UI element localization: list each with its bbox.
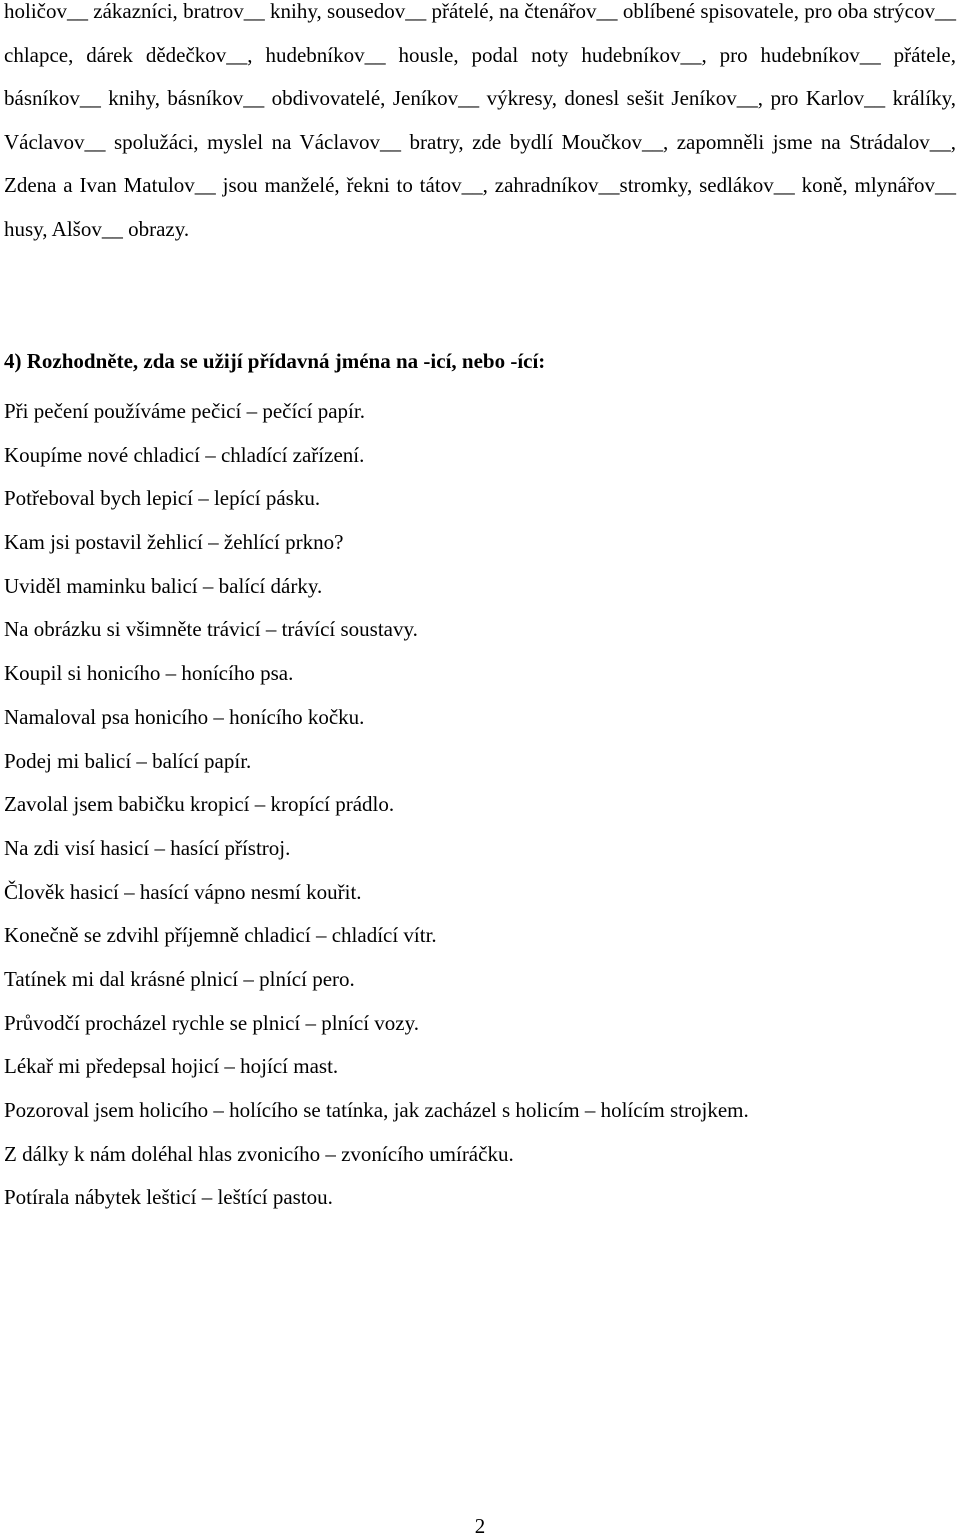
exercise-sentence: Na zdi visí hasicí – hasící přístroj. <box>4 835 291 860</box>
document-page <box>4 0 956 1210</box>
exercise-sentence: Podej mi balicí – balící papír. <box>4 748 252 773</box>
exercise-sentence: Koupil si honicího – honícího psa. <box>4 661 294 686</box>
continuation-paragraph: holičov__ zákazníci, bratrov__ knihy, sousedov__ přátelé, na čtenářov__ oblíbené spisovatele, pro oba strýcov__ chlapce, dárek dědečkov__, hudebníkov__ housle, podal noty hudebníkov__, pro hudebníkov__ přátele, básníkov__ knihy, básníkov__ obdivovatelé, Jeníkov__ výkresy, donesl sešit Jeníkov__, pro Karlov__ králíky, Václavov__ spolužáci, myslel na Václavov__ bratry, zde bydlí Moučkov__, zapomněli jsme na Strádalov__, Zdena a Ivan Matulov__ jsou manželé, řekni to tátov__, zahradníkov__stromky, sedlákov__ koně, mlynářov__ husy, Alšov__ obrazy. <box>4 0 956 241</box>
exercise-sentence: Na obrázku si všimněte trávicí – trávící soustavy. <box>4 617 418 642</box>
exercise-4-sentences <box>4 390 749 1220</box>
exercise-4-heading: 4) Rozhodněte, zda se užijí přídavná jména na -icí, nebo -ící: <box>4 349 546 373</box>
exercise-sentence: Konečně se zdvihl příjemně chladicí – chladící vítr. <box>4 923 437 948</box>
exercise-sentence: Průvodčí procházel rychle se plnicí – plnící vozy. <box>4 1010 420 1035</box>
exercise-sentence: Člověk hasicí – hasící vápno nesmí kouřit. <box>4 879 362 904</box>
exercise-sentence: Potírala nábytek lešticí – leštící pastou. <box>4 1185 333 1210</box>
exercise-sentence: Kam jsi postavil žehlicí – žehlící prkno? <box>4 530 344 555</box>
exercise-sentence: Při pečení používáme pečicí – pečící papír. <box>4 399 365 423</box>
exercise-sentence: Z dálky k nám doléhal hlas zvonicího – zvonícího umíráčku. <box>4 1141 514 1166</box>
exercise-sentence: Pozoroval jsem holicího – holícího se tatínka, jak zacházel s holicím – holícím strojkem. <box>4 1098 749 1122</box>
exercise-sentence: Koupíme nové chladicí – chladící zařízení. <box>4 442 365 467</box>
exercise-sentence: Potřeboval bych lepicí – lepící pásku. <box>4 486 321 511</box>
exercise-sentence: Tatínek mi dal krásné plnicí – plnící pero. <box>4 966 355 991</box>
exercise-sentence: Namaloval psa honicího – honícího kočku. <box>4 704 365 729</box>
page-number: 2 <box>474 1514 486 1538</box>
exercise-sentence: Uviděl maminku balicí – balící dárky. <box>4 573 323 598</box>
exercise-sentence: Zavolal jsem babičku kropicí – kropící prádlo. <box>4 792 395 817</box>
exercise-sentence: Lékař mi předepsal hojicí – hojící mast. <box>4 1054 339 1079</box>
